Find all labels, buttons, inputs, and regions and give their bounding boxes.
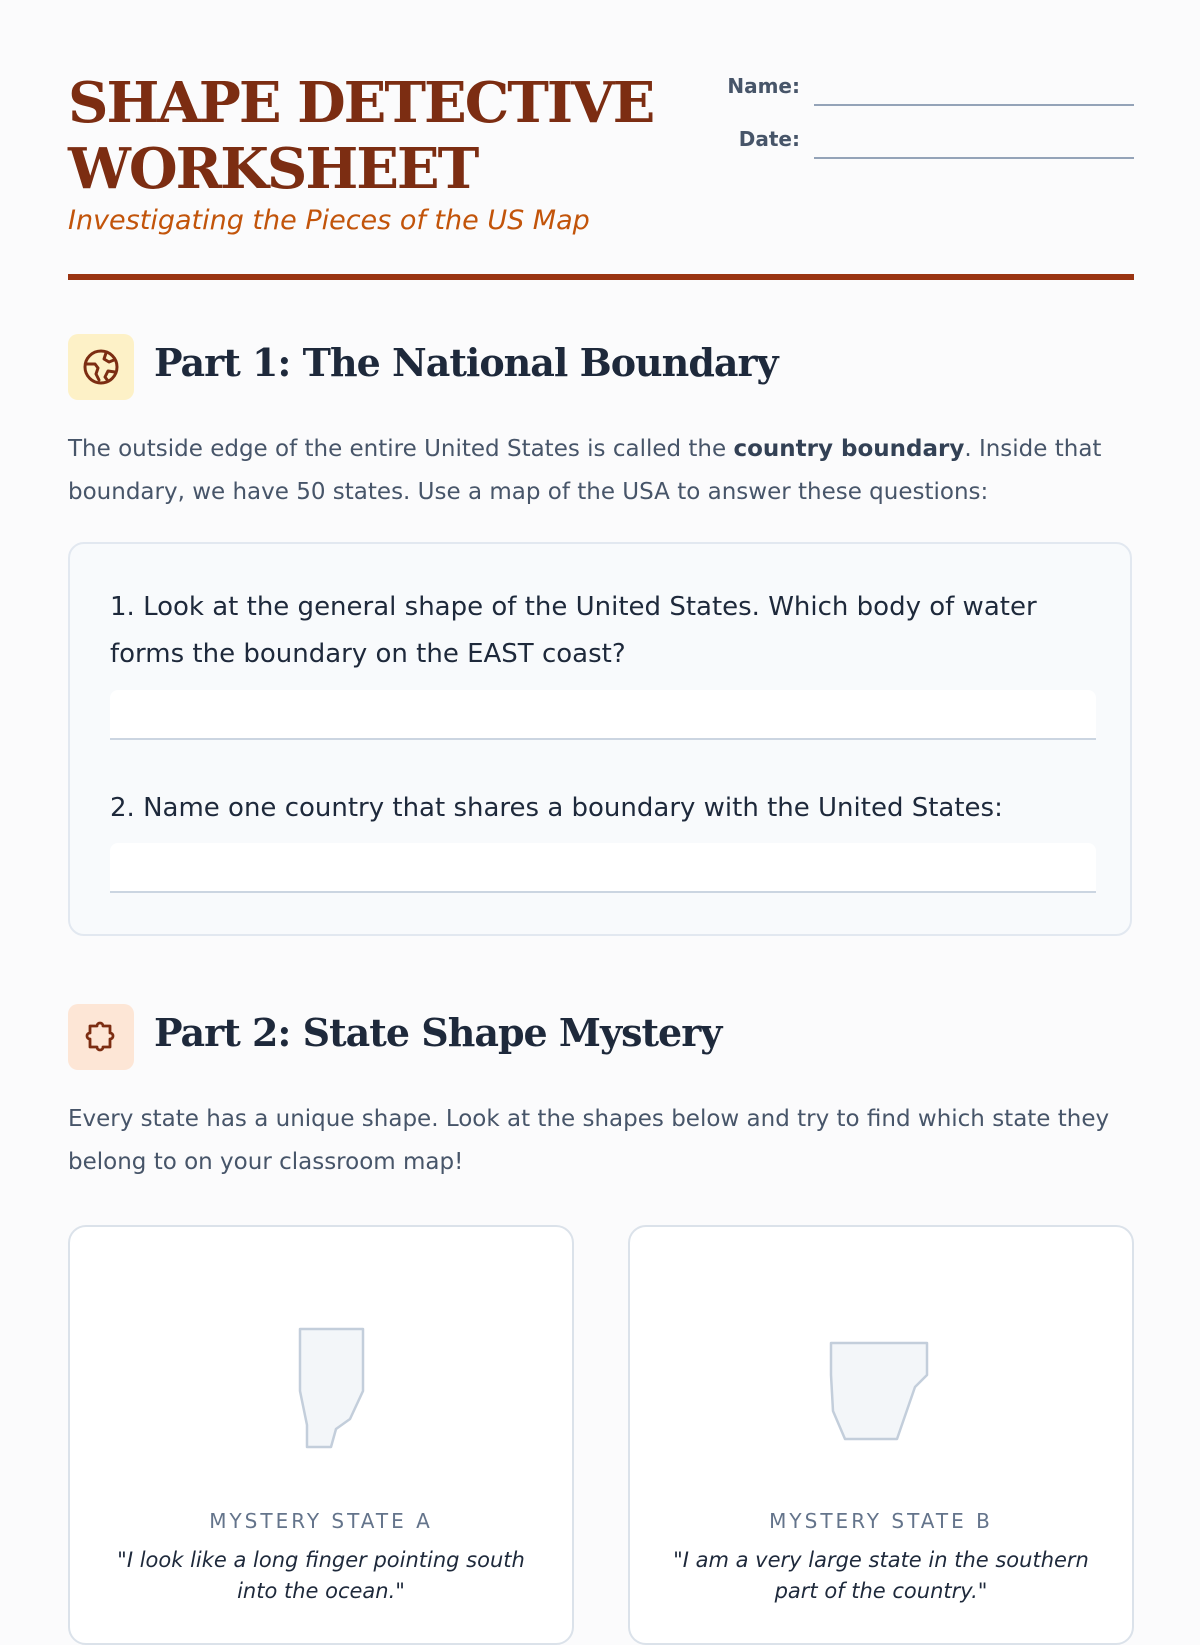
mystery-state-b-shape	[827, 1339, 931, 1443]
part1-title: Part 1: The National Boundary	[154, 340, 778, 385]
question-2: 2. Name one country that shares a boundary with the United States:	[110, 793, 1003, 823]
answer-2-input[interactable]	[110, 843, 1096, 893]
mystery-state-a-label: MYSTERY STATE A	[209, 1509, 433, 1533]
date-label: Date:	[738, 127, 800, 151]
part2-intro: Every state has a unique shape. Look at the shapes below and try to find which state they belong to on your classroom map!	[68, 1106, 1110, 1175]
part1-intro-text-end: . Inside that boundary, we have 50 states. Use a map of the USA to answer these questions:	[68, 436, 1102, 505]
questions-card	[68, 542, 1132, 936]
name-field[interactable]	[814, 104, 1134, 106]
part1-intro	[68, 428, 1134, 514]
date-field[interactable]	[814, 157, 1134, 159]
mystery-state-card-a	[68, 1225, 574, 1645]
worksheet-title: SHAPE DETECTIVE WORKSHEET	[68, 70, 654, 202]
globe-icon	[81, 347, 121, 387]
country-boundary-term: country boundary	[733, 436, 965, 462]
mystery-state-b-label: MYSTERY STATE B	[769, 1509, 993, 1533]
mystery-state-card-b	[628, 1225, 1134, 1645]
puzzle-icon	[81, 1017, 121, 1057]
part2-icon-badge	[68, 1004, 134, 1070]
part2-title: Part 2: State Shape Mystery	[154, 1010, 722, 1055]
part1-icon-badge	[68, 334, 134, 400]
part1-intro-text: The outside edge of the entire United States is called the	[68, 436, 734, 462]
answer-1-input[interactable]	[110, 690, 1096, 740]
question-1: 1. Look at the general shape of the United States. Which body of water forms the boundary on the EAST coast?	[110, 592, 1037, 669]
worksheet-subtitle: Investigating the Pieces of the US Map	[68, 205, 590, 236]
mystery-state-a-shape	[296, 1325, 368, 1451]
name-label: Name:	[727, 74, 800, 98]
header-divider	[68, 274, 1134, 280]
mystery-state-a-clue: "I look like a long finger pointing south into the ocean."	[117, 1548, 525, 1603]
mystery-state-b-clue: "I am a very large state in the southern part of the country."	[673, 1548, 1089, 1603]
